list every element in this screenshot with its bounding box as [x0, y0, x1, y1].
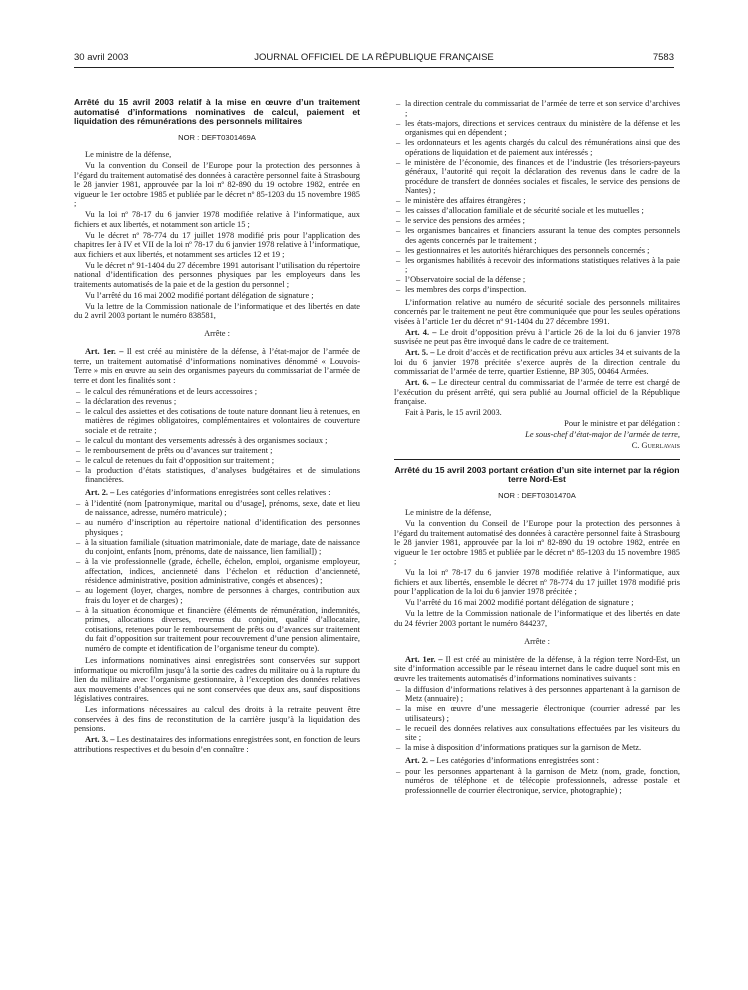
article-1 — [394, 655, 680, 684]
recipients-list — [394, 99, 680, 295]
paragraph: Les informations nominatives ainsi enregistrées sont conservées sur support informatique ou microfilm jusqu’à la sortie des cadres du militaire ou à la rupture du lien du militaire avec l’organisme gestionnaire, à l’exception des données relatives aux mouvements d’absences qui ne sont conservées que deux ans, sauf dispositions législatives contraires. — [74, 656, 360, 704]
list-item: – les organismes bancaires et financiers assurant la tenue des comptes personnels des agents concernés par le traitement ; — [394, 226, 680, 245]
header-page-number: 7583 — [652, 52, 674, 63]
list-item: – le recueil des données relatives aux consultations effectuées par les visiteurs du site ; — [394, 724, 680, 743]
article-label: Art. 2. – — [405, 755, 435, 765]
article-text: Le directeur central du commissariat de l’armée de terre est chargé de l’exécution du présent arrêté, qui sera publié au Journal officiel de la République française. — [394, 378, 680, 406]
section-divider — [394, 459, 680, 460]
paragraph: Vu la lettre de la Commission nationale de l’informatique et des libertés en date du 24 février 2003 portant le numéro 844237, — [394, 609, 680, 628]
paragraph: Vu le décret nº 91-1404 du 27 décembre 1991 autorisant l’utilisation du répertoire national d’identification des personnes physiques par les employeurs dans les traitements automatisés de la paie et de la gestion du personnel ; — [74, 260, 360, 289]
paragraph: L’information relative au numéro de sécurité sociale des personnels militaires concernés par le traitement ne peut être communiquée que pour les seules opérations visées à l’article 1er du décret nº 91-1404 du 27 décembre 1991. — [394, 297, 680, 326]
list-item: – l’Observatoire social de la défense ; — [394, 275, 680, 285]
paragraph: Vu l’arrêté du 16 mai 2002 modifié portant délégation de signature ; — [85, 290, 314, 300]
article-text: Le droit d’accès et de rectification prévu aux articles 34 et suivants de la loi du 6 janvier 1978 précitée s’exerce auprès de la direction centrale du commissariat de l’armée de terre, quartier Estienne, BP 305, 00464 Armées. — [394, 348, 680, 376]
paragraph: Vu la convention du Conseil de l’Europe pour la protection des personnes à l’égard du traitement automatisé des données à caractère personnel faite à Strasbourg le 28 janvier 1981, approuvée par la loi nº 82-890 du 19 octobre 1982, entrée en vigueur le 1er octobre 1985 et publiée par le décret nº 85-1203 du 15 novembre 1985 ; — [74, 161, 360, 209]
list-item: – à la vie professionnelle (grade, échelle, échelon, emploi, organisme employeur, affectation, indices, ancienneté dans l’échelon et réduction d’ancienneté, résidence administrative, position administrative, congés et absences) ; — [74, 557, 360, 586]
article-5 — [394, 348, 680, 377]
list-item: – pour les personnes appartenant à la garnison de Metz (nom, grade, fonction, numéros de téléphone et de télécopie professionnels, adresse postale et professionnelle de courrier électronique, service, photographie) ; — [394, 767, 680, 796]
article-label: Art. 4. – — [405, 327, 437, 337]
list-item: – les caisses d’allocation familiale et de sécurité sociale et les mutuelles ; — [394, 206, 680, 216]
article-2-list — [74, 499, 360, 654]
nor-reference-1: NOR : DEFT0301469A — [178, 132, 256, 142]
article-1 — [74, 347, 360, 385]
header-date: 30 avril 2003 — [74, 52, 129, 63]
list-item: – les ordonnateurs et les agents chargés du calcul des rémunérations ainsi que des opérations de liquidation et de paiement aux intéressés ; — [394, 138, 680, 157]
list-item: – le service des pensions des armées ; — [394, 216, 680, 226]
article-text: Il est créé au ministère de la défense, à l’état-major de l’armée de terre, un traitement automatisé d’informations nominatives dénommé « Louvois-Terre » mis en œuvre au sein des organismes payeurs du commissariat de l’armée de terre et dont les finalités sont : — [74, 347, 361, 385]
paragraph: Vu la loi nº 78-17 du 6 janvier 1978 modifiée relative à l’informatique, aux fichiers et aux libertés, et notamment son article 15 ; — [74, 210, 360, 229]
list-item: – les organismes habilités à recevoir des informations statistiques relatives à la paie ; — [394, 256, 680, 275]
list-item: – à l’identité (nom [patronymique, marital ou d’usage], prénoms, sexe, date et lieu de naissance, adresse, numéro matricule) ; — [74, 499, 360, 518]
list-item: – la mise à disposition d’informations pratiques sur la garnison de Metz. — [394, 743, 680, 753]
list-item: – le calcul des rémunérations et de leurs accessoires ; — [74, 387, 360, 397]
list-item: – le calcul de retenues du fait d’opposition sur traitement ; — [74, 456, 360, 466]
page-header — [74, 52, 674, 66]
list-item: – le calcul des assiettes et des cotisations de toute nature donnant lieu à retenues, en matières de régimes obligatoires, complémentaires et volontaires de couverture sociale et de retraite ; — [74, 407, 360, 436]
list-item: – le ministère des affaires étrangères ; — [394, 196, 680, 206]
paragraph: Le ministre de la défense, — [405, 508, 492, 518]
article-label: Art. 1er. – — [405, 654, 443, 664]
article-text: Il est créé au ministère de la défense, à la région terre Nord-Est, un site d’information accessible par le réseau internet dans le cadre duquel sont mis en œuvre les traitements automatisés d’informations nominatives suivants : — [394, 654, 680, 683]
decree-title-2: Arrêté du 15 avril 2003 portant création d’un site internet par la région terre Nord-Est — [394, 464, 680, 485]
header-journal-title: JOURNAL OFFICIEL DE LA RÉPUBLIQUE FRANÇAISE — [254, 52, 494, 63]
article-3 — [74, 735, 360, 754]
arrete-heading: Arrête : — [204, 329, 230, 339]
article-label: Art. 1er. – — [85, 347, 124, 357]
list-item: – la diffusion d’informations relatives à des personnes appartenant à la garnison de Metz (annuaire) ; — [394, 685, 680, 704]
list-item: – les états-majors, directions et services centraux du ministère de la défense et les organismes qui en dépendent ; — [394, 119, 680, 138]
header-rule — [74, 67, 674, 68]
signature-delegation: Pour le ministre et par délégation : — [564, 419, 680, 428]
signature-place-date: Fait à Paris, le 15 avril 2003. — [405, 408, 502, 417]
paragraph: Le ministre de la défense, — [85, 150, 172, 160]
article-text: Les catégories d’informations enregistrées sont : — [436, 755, 599, 765]
article-label: Art. 2. – — [85, 487, 115, 497]
article-4 — [394, 328, 680, 347]
paragraph: Vu le décret nº 78-774 du 17 juillet 1978 modifié pris pour l’application des chapitres Ier à IV et VII de la loi nº 78-17 du 6 janvier 1978 relative à l’informatique, aux fichiers et aux libertés, et notamment ses articles 12 et 19 ; — [74, 230, 361, 259]
left-column — [74, 98, 360, 756]
decree-title-1: Arrêté du 15 avril 2003 relatif à la mise en œuvre d’un traitement automatisé d’informations nominatives de calcul, paiement et liquidation des rémunérations des personnels militaires — [74, 97, 360, 127]
list-item: – le remboursement de prêts ou d’avances sur traitement ; — [74, 446, 360, 456]
article-6 — [394, 378, 680, 407]
paragraph: Vu la lettre de la Commission nationale de l’informatique et des libertés en date du 2 avril 2003 portant le numéro 838581, — [74, 301, 360, 321]
article-label: Art. 6. – — [405, 378, 436, 387]
article-text: Les catégories d’informations enregistrées sont celles relatives : — [116, 487, 331, 497]
article-1-list — [74, 387, 360, 485]
paragraph: Les informations nécessaires au calcul des droits à la retraite peuvent être conservées à des fins de reconstitution de la carrière jusqu’à la liquidation des pensions. — [74, 705, 360, 734]
article-label: Art. 3. – — [85, 735, 115, 745]
article-2-list — [394, 767, 680, 796]
arrete-heading: Arrête : — [524, 636, 550, 646]
list-item: – la déclaration des revenus ; — [74, 397, 360, 407]
paragraph: Vu la convention du Conseil de l’Europe pour la protection des personnes à l’égard du traitement automatisé des données à caractère personnel faite à Strasbourg le 28 janvier 1981, approuvée par la loi nº 82-890 du 19 octobre 1982, entrée en vigueur le 1er octobre 1985 et publiée par le décret nº 85-1203 du 15 novembre 1985 ; — [394, 519, 680, 567]
paragraph: Vu l’arrêté du 16 mai 2002 modifié portant délégation de signature ; — [405, 598, 634, 608]
list-item: – le ministère de l’économie, des finances et de l’industrie (les trésoriers-payeurs généraux, l’autorité qui reçoit la déclaration des revenus dans le cadre de la procédure de transfert de données sociales et fiscales, le service des pensions de Nantes) ; — [394, 158, 680, 196]
article-2 — [394, 756, 680, 766]
signature-name: C. Guerlavais — [631, 441, 680, 450]
list-item: – au numéro d’inscription au répertoire national d’identification des personnes physiques ; — [74, 518, 360, 537]
list-item: – le calcul du montant des versements adressés à des organismes sociaux ; — [74, 436, 360, 446]
right-column — [394, 98, 680, 798]
list-item: – les gestionnaires et les autorités hiérarchiques des personnels concernés ; — [394, 246, 680, 256]
article-1-list — [394, 685, 680, 753]
list-item: – les membres des corps d’inspection. — [394, 285, 680, 295]
paragraph: Vu la loi nº 78-17 du 6 janvier 1978 modifiée relative à l’informatique, aux fichiers et aux libertés, ensemble le décret nº 78-774 du 17 juillet 1978 modifié pris pour l’application de la loi du 6 janvier 1978 précitée ; — [394, 568, 680, 597]
list-item: – la production d’états statistiques, d’analyses budgétaires et de simulations financières. — [74, 466, 360, 485]
article-2 — [74, 488, 360, 498]
article-text: Le droit d’opposition prévu à l’article 26 de la loi du 6 janvier 1978 susvisée ne peut pas être invoqué dans le cadre de ce traitement. — [394, 327, 681, 346]
signature-role: Le sous-chef d’état-major de l’armée de terre, — [525, 430, 680, 439]
article-text: Les destinataires des informations enregistrées sont, en fonction de leurs attributions respectives et du besoin d’en connaître : — [74, 735, 361, 754]
list-item: – à la situation familiale (situation matrimoniale, date de mariage, date de naissance du conjoint, enfants [nom, prénoms, date de naissance, lien familial]) ; — [74, 538, 360, 557]
list-item: – la mise en œuvre d’une messagerie électronique (courrier adressé par les utilisateurs) ; — [394, 704, 680, 723]
list-item: – à la situation économique et financière (éléments de rémunération, indemnités, primes, allocations diverses, revenus du conjoint, qualité d’allocataire, cotisations, retenues pour le remboursement de prêts ou d’avances sur traitement du fait d’opposition sur traitement pour recouvrement d’une pension alimentaire, numéro de compte et identification de l’organisme teneur du compte). — [74, 606, 360, 654]
list-item: – au logement (loyer, charges, nombre de personnes à charges, contribution aux frais du loyer et de charges) ; — [74, 586, 360, 605]
article-label: Art. 5. – — [405, 348, 435, 357]
nor-reference-2: NOR : DEFT0301470A — [498, 490, 576, 500]
list-item: – la direction centrale du commissariat de l’armée de terre et son service d’archives ; — [394, 99, 680, 118]
